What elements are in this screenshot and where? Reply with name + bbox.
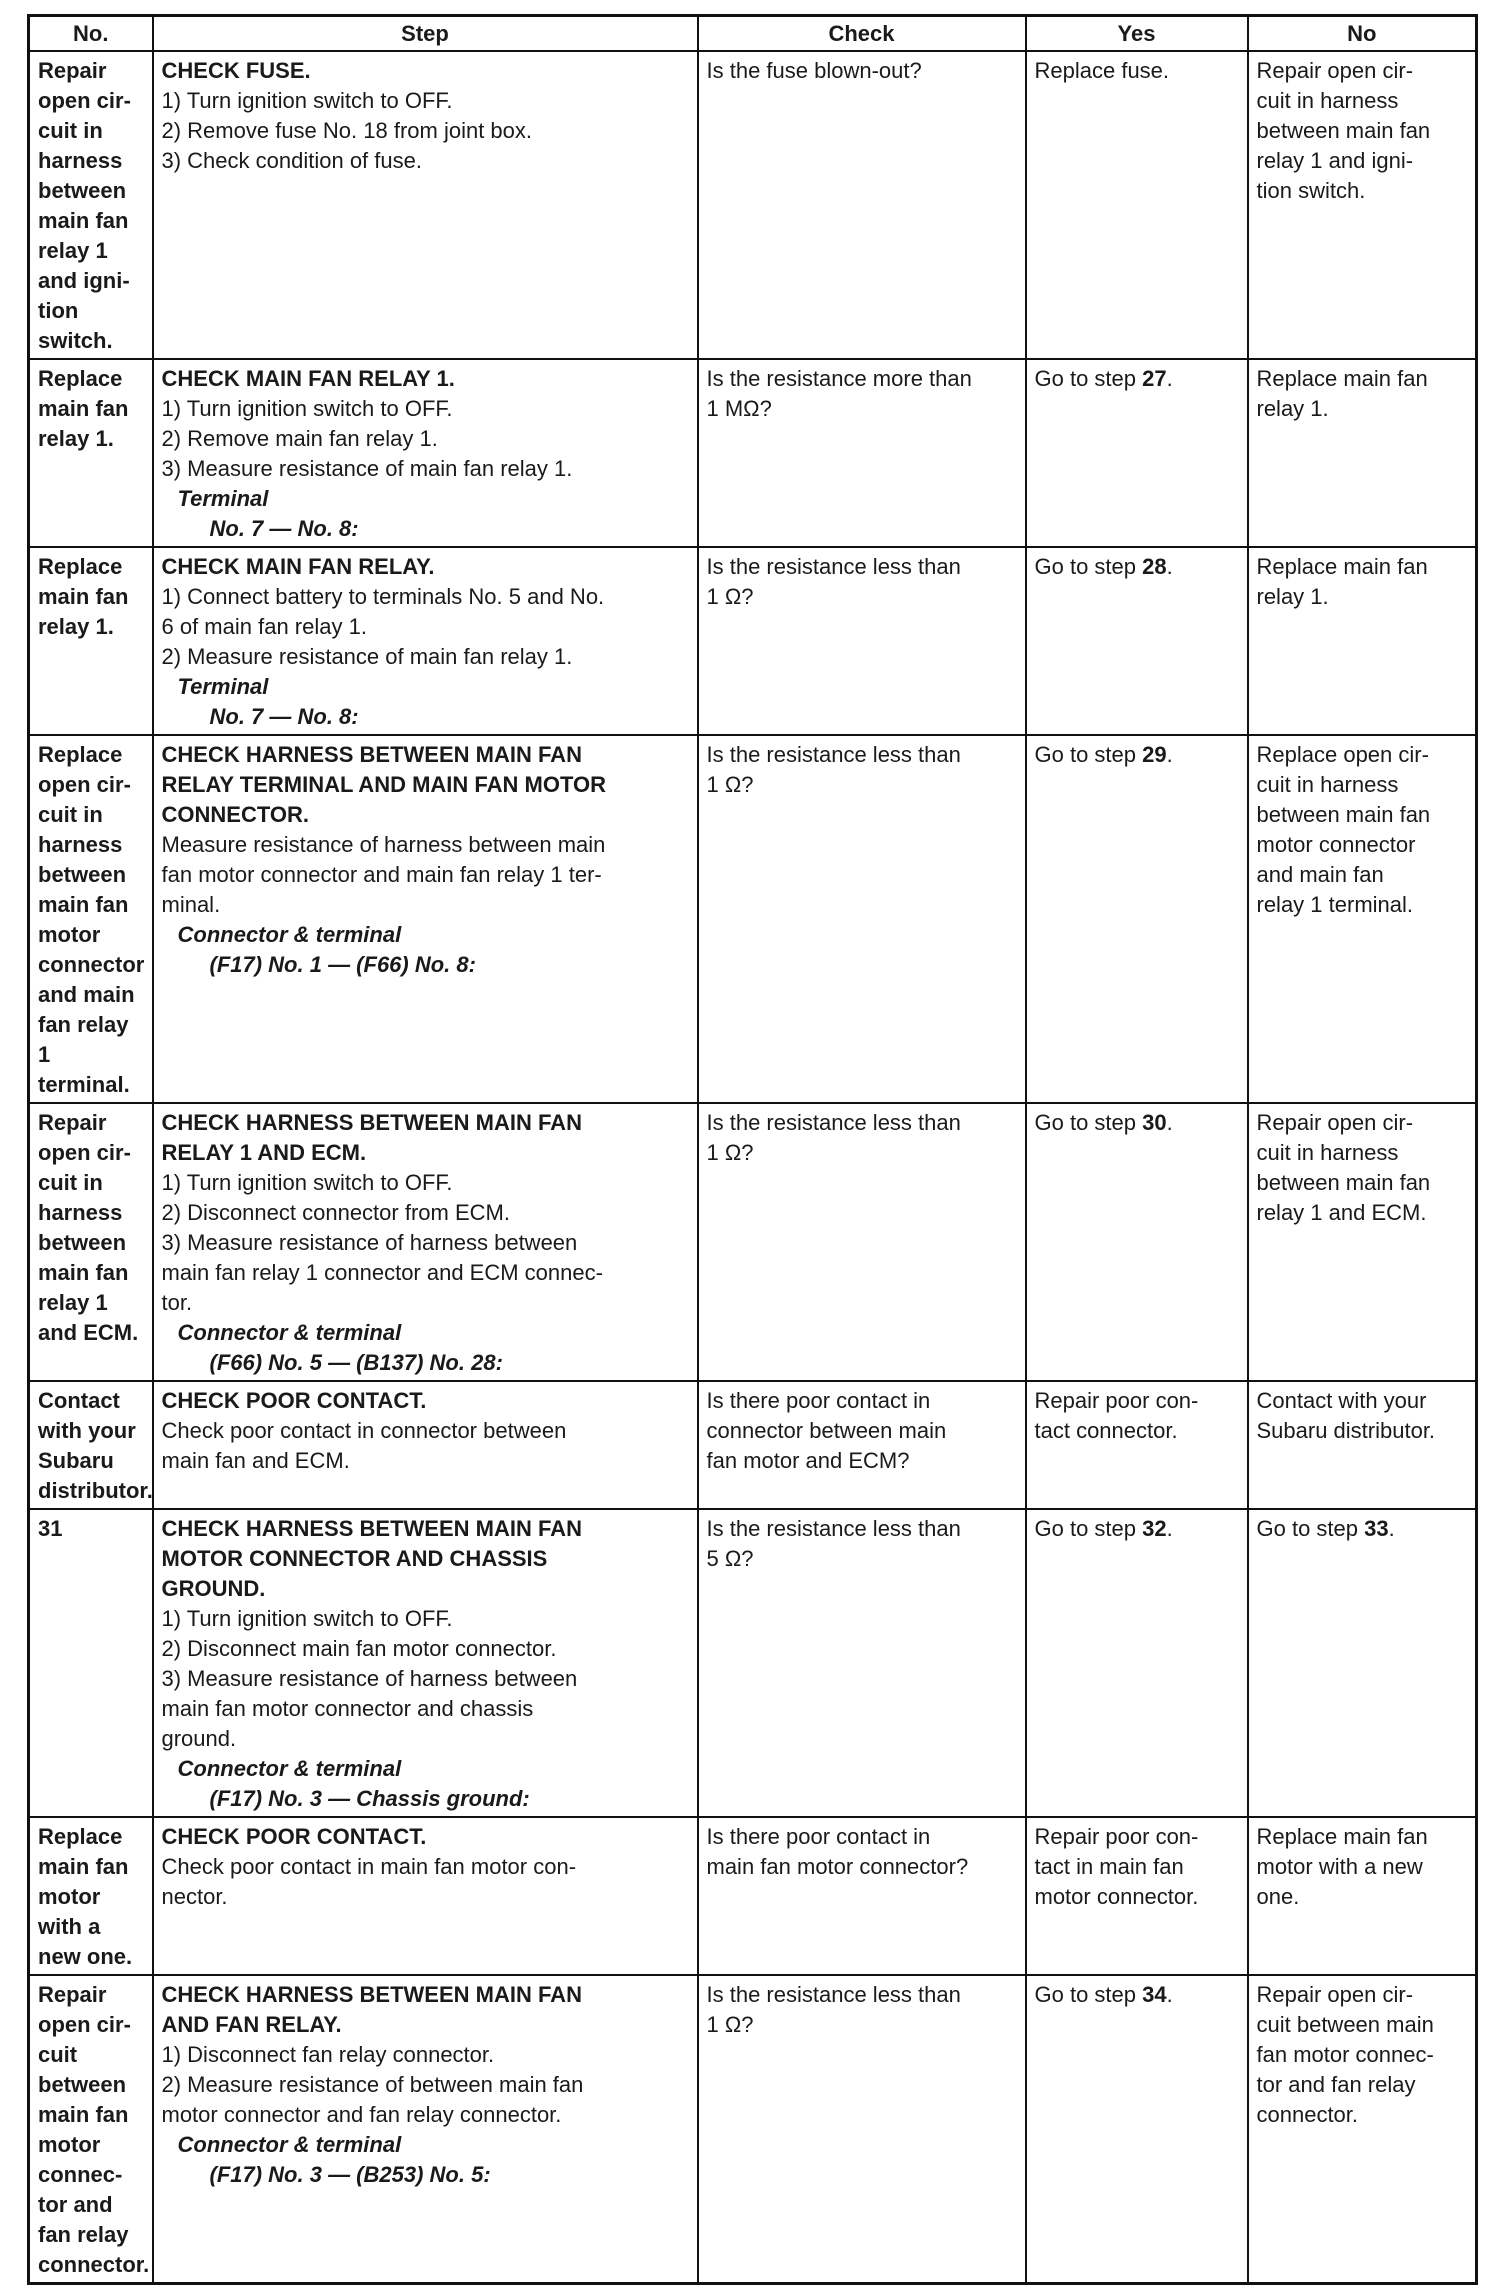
no-line: Replace main fan — [1256, 366, 1428, 391]
step-instruction — [162, 116, 689, 146]
step-instruction-line: Check poor contact in connector between — [161, 1418, 567, 1443]
step-number-cell: Repair open cir- cuit between main fan motor connec- tor and fan relay connector. — [29, 1975, 153, 2284]
step-instruction-line: 2) Measure resistance of main fan relay 1. — [161, 644, 573, 669]
no-cell — [1248, 359, 1477, 547]
go-to-step-text: Go to step — [1256, 1516, 1365, 1541]
table-row — [29, 735, 1477, 1103]
check-cell — [698, 359, 1026, 547]
table-row — [29, 547, 1477, 735]
table-row — [29, 359, 1477, 547]
go-to-step-suffix: . — [1166, 1982, 1173, 2007]
go-to-step-text: Go to step — [1034, 1982, 1143, 2007]
check-cell — [698, 1509, 1026, 1817]
check-line: fan motor and ECM? — [706, 1448, 910, 1473]
no-line: one. — [1256, 1884, 1300, 1909]
step-title-line: RELAY TERMINAL AND MAIN FAN MOTOR — [161, 772, 607, 797]
step-title — [162, 364, 689, 394]
step-cell — [153, 547, 698, 735]
step-title-line: GROUND. — [161, 1576, 266, 1601]
no-line: relay 1. — [1256, 396, 1329, 421]
check-line: 5 Ω? — [706, 1546, 754, 1571]
step-instruction-line: 2) Remove main fan relay 1. — [161, 426, 438, 451]
header-no: No. — [29, 16, 153, 52]
step-number-cell: Contact with your Subaru distributor. — [29, 1381, 153, 1509]
no-line: cuit between main — [1256, 2012, 1434, 2037]
check-cell — [698, 51, 1026, 359]
step-instruction-line: main fan relay 1 connector and ECM connec- — [161, 1260, 603, 1285]
step-instruction-line: 1) Turn ignition switch to OFF. — [161, 88, 453, 113]
step-title-line: MOTOR CONNECTOR AND CHASSIS — [161, 1546, 548, 1571]
step-cell — [153, 1817, 698, 1975]
go-to-step-suffix: . — [1166, 554, 1173, 579]
step-instruction-line: 1) Disconnect fan relay connector. — [161, 2042, 495, 2067]
no-line: relay 1 and igni- — [1256, 148, 1414, 173]
check-line: 1 Ω? — [706, 1140, 754, 1165]
step-cell — [153, 1509, 698, 1817]
step-title — [162, 1386, 689, 1416]
table-body — [29, 51, 1477, 2284]
header-no-result: No — [1248, 16, 1477, 52]
no-line: relay 1 terminal. — [1256, 892, 1414, 917]
step-title — [162, 56, 689, 86]
spec-value: (F17) No. 1 — (F66) No. 8: — [209, 952, 476, 977]
step-title — [162, 1108, 689, 1168]
step-title-line: CHECK MAIN FAN RELAY. — [161, 554, 435, 579]
step-instruction — [162, 642, 689, 672]
step-number-ref: 30 — [1142, 1110, 1167, 1135]
step-title-line: CHECK HARNESS BETWEEN MAIN FAN — [161, 1516, 582, 1541]
go-to-step-text: Go to step — [1034, 1110, 1143, 1135]
yes-line: Replace fuse. — [1034, 58, 1170, 83]
yes-cell — [1026, 735, 1248, 1103]
check-cell — [698, 735, 1026, 1103]
spec-value: (F17) No. 3 — (B253) No. 5: — [209, 2162, 491, 2187]
step-title — [162, 1822, 689, 1852]
no-line: tion switch. — [1256, 178, 1366, 203]
spec-label: Connector & terminal — [177, 922, 402, 947]
no-line: Repair open cir- — [1256, 1982, 1414, 2007]
no-line: Replace open cir- — [1256, 742, 1429, 767]
step-instruction — [162, 1416, 689, 1476]
check-line: 1 Ω? — [706, 584, 754, 609]
step-instruction-line: 1) Turn ignition switch to OFF. — [161, 1606, 453, 1631]
spec-label: Terminal — [177, 486, 269, 511]
no-line: Subaru distributor. — [1256, 1418, 1436, 1443]
step-instruction-line: 1) Turn ignition switch to OFF. — [161, 1170, 453, 1195]
table-row — [29, 51, 1477, 359]
spec-value: (F17) No. 3 — Chassis ground: — [209, 1786, 530, 1811]
yes-cell — [1026, 51, 1248, 359]
step-instruction-line: 3) Measure resistance of harness between — [161, 1230, 578, 1255]
no-line: fan motor connec- — [1256, 2042, 1434, 2067]
spec-value: No. 7 — No. 8: — [209, 516, 359, 541]
diagnostic-table — [27, 14, 1478, 2285]
step-instruction — [162, 394, 689, 424]
spec-label: Connector & terminal — [177, 2132, 402, 2157]
step-instruction-line: 2) Disconnect connector from ECM. — [161, 1200, 510, 1225]
step-instruction-line: 3) Measure resistance of harness between — [161, 1666, 578, 1691]
step-instruction-line: 3) Measure resistance of main fan relay 1. — [161, 456, 573, 481]
yes-cell — [1026, 359, 1248, 547]
step-title-line: CHECK HARNESS BETWEEN MAIN FAN — [161, 742, 582, 767]
check-cell — [698, 547, 1026, 735]
no-line: Repair open cir- — [1256, 1110, 1414, 1135]
step-number-cell: 31 — [29, 1509, 153, 1817]
yes-cell — [1026, 1509, 1248, 1817]
step-instruction — [162, 2040, 689, 2070]
step-title — [162, 740, 689, 830]
step-number-cell: Replace open cir- cuit in harness between main fan motor connector and main fan relay 1 terminal. — [29, 735, 153, 1103]
check-line: connector between main — [706, 1418, 947, 1443]
no-cell — [1248, 51, 1477, 359]
check-line: Is the fuse blown-out? — [706, 58, 922, 83]
step-instruction — [162, 1228, 689, 1318]
step-instruction — [162, 1664, 689, 1754]
step-instruction-line: minal. — [161, 892, 221, 917]
step-instruction — [162, 582, 689, 642]
go-to-step-suffix: . — [1166, 366, 1173, 391]
step-number-cell: Replace main fan relay 1. — [29, 547, 153, 735]
step-number-ref: 28 — [1142, 554, 1167, 579]
check-line: Is there poor contact in — [706, 1824, 931, 1849]
step-instruction — [162, 1604, 689, 1634]
step-instruction-line: nector. — [161, 1884, 228, 1909]
no-line: tor and fan relay — [1256, 2072, 1416, 2097]
table-row — [29, 1381, 1477, 1509]
step-instruction-line: main fan and ECM. — [161, 1448, 350, 1473]
step-title-line: CONNECTOR. — [161, 802, 309, 827]
step-instruction-line: 6 of main fan relay 1. — [161, 614, 367, 639]
step-instruction-line: fan motor connector and main fan relay 1 ter- — [161, 862, 602, 887]
step-title — [162, 552, 689, 582]
no-line: Repair open cir- — [1256, 58, 1414, 83]
no-line: cuit in harness — [1256, 88, 1399, 113]
yes-line: Repair poor con- — [1034, 1824, 1199, 1849]
diagnostic-page — [27, 14, 1475, 2285]
yes-cell — [1026, 1975, 1248, 2284]
step-instruction — [162, 830, 689, 920]
step-instruction — [162, 454, 689, 484]
yes-cell — [1026, 547, 1248, 735]
step-cell — [153, 1103, 698, 1381]
check-line: Is the resistance more than — [706, 366, 972, 391]
no-cell — [1248, 1975, 1477, 2284]
no-line: motor connector — [1256, 832, 1416, 857]
go-to-step-suffix: . — [1166, 742, 1173, 767]
step-instruction — [162, 86, 689, 116]
step-instruction — [162, 146, 689, 176]
no-line: between main fan — [1256, 1170, 1431, 1195]
step-instruction-line: ground. — [161, 1726, 237, 1751]
go-to-step-suffix: . — [1166, 1516, 1173, 1541]
step-title-line: AND FAN RELAY. — [161, 2012, 342, 2037]
go-to-step-text: Go to step — [1034, 742, 1143, 767]
check-line: 1 MΩ? — [706, 396, 772, 421]
step-instruction — [162, 1634, 689, 1664]
table-row — [29, 1817, 1477, 1975]
step-title-line: RELAY 1 AND ECM. — [161, 1140, 367, 1165]
table-row — [29, 1975, 1477, 2284]
no-line: and main fan — [1256, 862, 1384, 887]
table-row — [29, 1103, 1477, 1381]
spec-label: Connector & terminal — [177, 1320, 402, 1345]
go-to-step-text: Go to step — [1034, 554, 1143, 579]
step-number-cell: Replace main fan relay 1. — [29, 359, 153, 547]
yes-line: Repair poor con- — [1034, 1388, 1199, 1413]
step-instruction-line: 1) Turn ignition switch to OFF. — [161, 396, 453, 421]
step-instruction — [162, 424, 689, 454]
step-instruction-line: main fan motor connector and chassis — [161, 1696, 534, 1721]
step-cell — [153, 1975, 698, 2284]
no-cell — [1248, 1509, 1477, 1817]
no-cell — [1248, 1817, 1477, 1975]
check-line: 1 Ω? — [706, 2012, 754, 2037]
step-instruction-line: 2) Disconnect main fan motor connector. — [161, 1636, 557, 1661]
header-step: Step — [153, 16, 698, 52]
check-line: Is the resistance less than — [706, 1982, 961, 2007]
no-line: connector. — [1256, 2102, 1359, 2127]
step-number-ref: 29 — [1142, 742, 1167, 767]
step-number-cell: Replace main fan motor with a new one. — [29, 1817, 153, 1975]
check-cell — [698, 1975, 1026, 2284]
check-line: Is the resistance less than — [706, 1110, 961, 1135]
step-cell — [153, 735, 698, 1103]
step-number-ref: 34 — [1142, 1982, 1167, 2007]
spec-label: Connector & terminal — [177, 1756, 402, 1781]
step-title-line: CHECK POOR CONTACT. — [161, 1824, 427, 1849]
no-line: motor with a new — [1256, 1854, 1423, 1879]
check-cell — [698, 1381, 1026, 1509]
check-line: Is the resistance less than — [706, 1516, 961, 1541]
spec-value: (F66) No. 5 — (B137) No. 28: — [209, 1350, 503, 1375]
no-line: between main fan — [1256, 802, 1431, 827]
no-line: cuit in harness — [1256, 1140, 1399, 1165]
step-instruction-line: 2) Measure resistance of between main fan — [161, 2072, 584, 2097]
no-line: relay 1. — [1256, 584, 1329, 609]
step-instruction — [162, 2070, 689, 2130]
step-instruction — [162, 1168, 689, 1198]
no-line: Contact with your — [1256, 1388, 1427, 1413]
yes-line: tact connector. — [1034, 1418, 1178, 1443]
check-line: Is the resistance less than — [706, 554, 961, 579]
step-instruction — [162, 1852, 689, 1912]
step-number-ref: 33 — [1364, 1516, 1389, 1541]
step-instruction-line: Check poor contact in main fan motor con- — [161, 1854, 577, 1879]
check-line: 1 Ω? — [706, 772, 754, 797]
step-cell — [153, 51, 698, 359]
step-title — [162, 1514, 689, 1604]
step-title-line: CHECK FUSE. — [161, 58, 311, 83]
step-cell — [153, 359, 698, 547]
yes-line: motor connector. — [1034, 1884, 1199, 1909]
check-line: Is there poor contact in — [706, 1388, 931, 1413]
no-cell — [1248, 1103, 1477, 1381]
no-line: Replace main fan — [1256, 554, 1428, 579]
go-to-step-suffix: . — [1166, 1110, 1173, 1135]
step-title-line: CHECK HARNESS BETWEEN MAIN FAN — [161, 1982, 582, 2007]
step-title-line: CHECK MAIN FAN RELAY 1. — [161, 366, 455, 391]
go-to-step-text: Go to step — [1034, 1516, 1143, 1541]
step-number-cell: Repair open cir- cuit in harness between main fan relay 1 and ECM. — [29, 1103, 153, 1381]
step-cell — [153, 1381, 698, 1509]
step-instruction-line: tor. — [161, 1290, 193, 1315]
step-instruction-line: 3) Check condition of fuse. — [161, 148, 422, 173]
check-line: main fan motor connector? — [706, 1854, 969, 1879]
step-instruction-line: Measure resistance of harness between main — [161, 832, 606, 857]
header-row — [29, 16, 1477, 52]
yes-line: tact in main fan — [1034, 1854, 1184, 1879]
check-cell — [698, 1103, 1026, 1381]
step-number-cell: Repair open cir- cuit in harness between main fan relay 1 and igni- tion switch. — [29, 51, 153, 359]
step-number-ref: 27 — [1142, 366, 1167, 391]
no-line: between main fan — [1256, 118, 1431, 143]
yes-cell — [1026, 1817, 1248, 1975]
no-line: relay 1 and ECM. — [1256, 1200, 1427, 1225]
no-line: Replace main fan — [1256, 1824, 1428, 1849]
table-row — [29, 1509, 1477, 1817]
step-instruction-line: motor connector and fan relay connector. — [161, 2102, 562, 2127]
header-yes: Yes — [1026, 16, 1248, 52]
step-instruction-line: 2) Remove fuse No. 18 from joint box. — [161, 118, 532, 143]
yes-cell — [1026, 1381, 1248, 1509]
yes-cell — [1026, 1103, 1248, 1381]
no-cell — [1248, 1381, 1477, 1509]
step-instruction-line: 1) Connect battery to terminals No. 5 and No. — [161, 584, 605, 609]
go-to-step-suffix: . — [1388, 1516, 1395, 1541]
spec-value: No. 7 — No. 8: — [209, 704, 359, 729]
step-title — [162, 1980, 689, 2040]
header-check: Check — [698, 16, 1026, 52]
no-cell — [1248, 735, 1477, 1103]
check-cell — [698, 1817, 1026, 1975]
step-title-line: CHECK POOR CONTACT. — [161, 1388, 427, 1413]
step-number-ref: 32 — [1142, 1516, 1167, 1541]
no-line: cuit in harness — [1256, 772, 1399, 797]
spec-label: Terminal — [177, 674, 269, 699]
no-cell — [1248, 547, 1477, 735]
go-to-step-text: Go to step — [1034, 366, 1143, 391]
step-instruction — [162, 1198, 689, 1228]
check-line: Is the resistance less than — [706, 742, 961, 767]
step-title-line: CHECK HARNESS BETWEEN MAIN FAN — [161, 1110, 582, 1135]
